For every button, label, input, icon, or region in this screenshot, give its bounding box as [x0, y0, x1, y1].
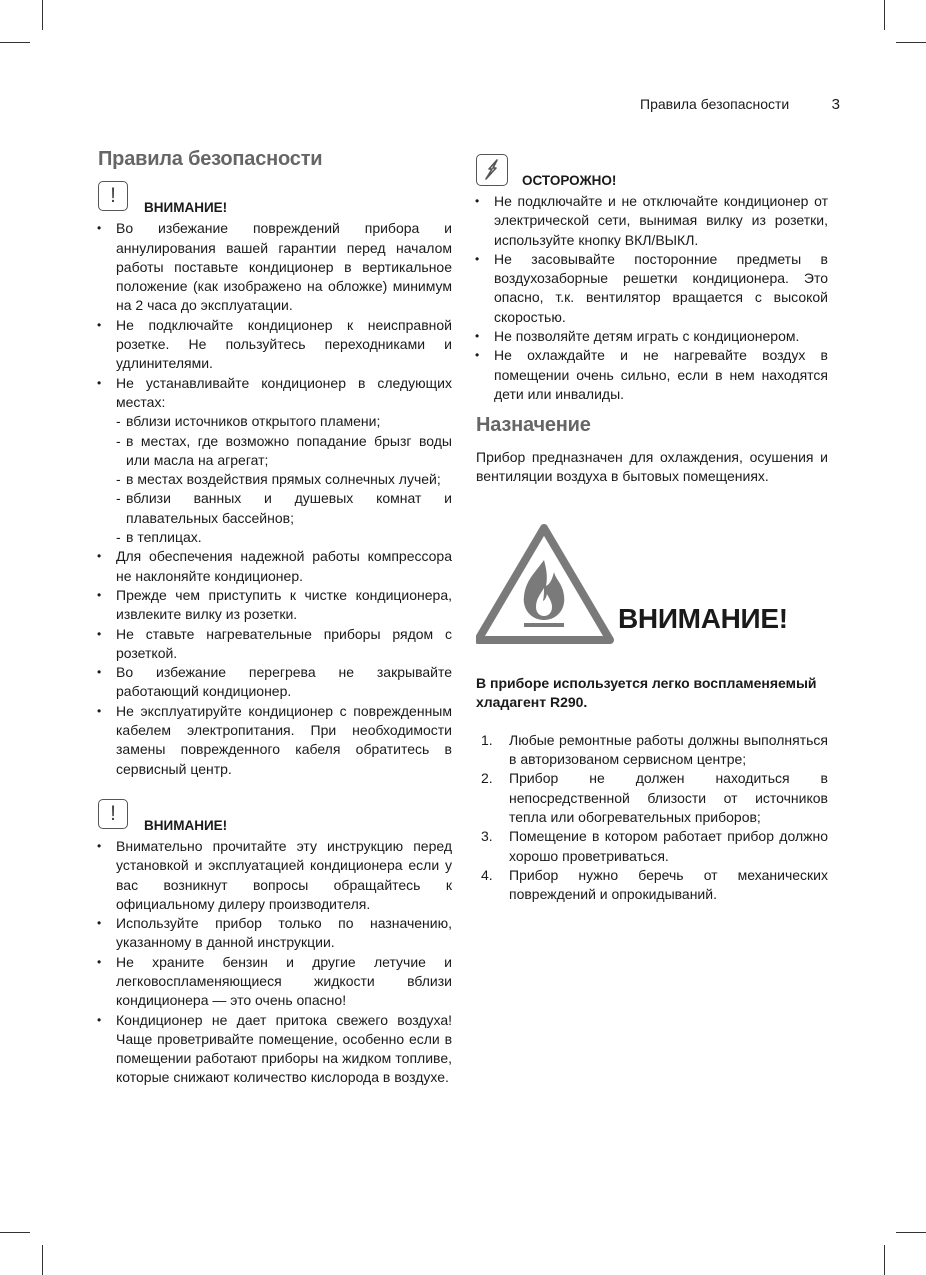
sub-item: - в теплицах.: [116, 528, 452, 547]
item-number: 3.: [481, 828, 493, 845]
warning-label: ВНИМАНИЕ!: [144, 817, 228, 833]
crop-mark: [896, 1232, 926, 1233]
list-item: • Прежде чем приступить к чистке кондиционера, извлеките вилку из розетки.: [98, 586, 452, 625]
section-title: Правила безопасности: [98, 148, 323, 170]
list-item: [98, 374, 452, 548]
warning-list: [98, 219, 452, 779]
list-item: • Не позволяйте детям играть с кондиционером.: [476, 327, 828, 346]
list-item: [476, 731, 828, 770]
page-number: 3: [831, 96, 840, 113]
item-text: Прибор не должен находиться в непосредственной близости от источников тепла или обогревательных приборов;: [509, 770, 828, 825]
flammable-warning: [476, 524, 828, 646]
item-text: Помещение в котором работает прибор должно хорошо проветриваться.: [509, 828, 828, 864]
item-number: 4.: [481, 866, 493, 883]
caution-list: [476, 192, 828, 404]
list-item: • Во избежание повреждений прибора и аннулирования вашей гарантии перед началом работы поставьте кондиционер в вертикальное положение (как изображено на обложке) минимум на 2 часа до эксплуатации.: [98, 219, 452, 315]
list-item: • Не охлаждайте и не нагревайте воздух в помещении очень сильно, если в нем находятся дети или инвалиды.: [476, 346, 828, 404]
crop-mark: [0, 42, 30, 43]
places-intro: Не устанавливайте кондиционер в следующих местах:: [116, 374, 452, 410]
crop-mark: [0, 1232, 30, 1233]
places-list: [116, 412, 452, 547]
running-header: [600, 96, 840, 118]
purpose-title: Назначение: [476, 414, 591, 437]
warning-heading: [98, 181, 452, 219]
left-column: [98, 150, 452, 1088]
sub-item: - в местах воздействия прямых солнечных лучей;: [116, 470, 452, 489]
crop-mark: [884, 1245, 885, 1275]
item-number: 2.: [481, 770, 493, 787]
exclamation-icon: !: [98, 181, 128, 211]
list-item: [476, 769, 828, 827]
purpose-text: Прибор предназначен для охлаждения, осушения и вентиляции воздуха в бытовых помещениях.: [476, 448, 828, 484]
numbered-list: [476, 731, 828, 905]
item-text: Любые ремонтные работы должны выполняться в авторизованом сервисном центре;: [509, 731, 828, 768]
flammable-warning-icon: [476, 524, 616, 646]
sub-item: - вблизи ванных и душевых комнат и плавательных бассейнов;: [116, 489, 452, 528]
list-item: • Не храните бензин и другие летучие и легковоспламеняющиеся жидкости вблизи кондиционера — это очень опасно!: [98, 953, 452, 1011]
crop-mark: [42, 1245, 43, 1275]
crop-mark: [884, 0, 885, 30]
list-item: • Не подключайте кондиционер к неисправной розетке. Не пользуйтесь переходниками и удлинителями.: [98, 316, 452, 374]
list-item: [476, 827, 828, 866]
caution-heading: [476, 150, 828, 192]
caution-label: ОСТОРОЖНО!: [522, 172, 617, 188]
sub-item: - вблизи источников открытого пламени;: [116, 412, 452, 431]
refrigerant-note: В приборе используется легко воспламеняемый хладагент R290.: [476, 675, 817, 711]
warning-heading: [98, 799, 452, 837]
electric-shock-icon: [476, 154, 508, 186]
list-item: • Во избежание перегрева не закрывайте работающий кондиционер.: [98, 663, 452, 702]
sub-item: - в местах, где возможно попадание брызг воды или масла на агрегат;: [116, 432, 452, 471]
warning-list: [98, 837, 452, 1088]
fire-warning-label: ВНИМАНИЕ!: [618, 603, 788, 635]
header-title: Правила безопасности: [640, 96, 790, 112]
list-item: [476, 866, 828, 905]
list-item: • Не ставьте нагревательные приборы рядом с розеткой.: [98, 625, 452, 664]
warning-label: ВНИМАНИЕ!: [144, 200, 228, 215]
item-text: Прибор нужно беречь от механических повреждений и опрокидываний.: [509, 866, 828, 903]
crop-mark: [896, 42, 926, 43]
right-column: [476, 150, 828, 904]
exclamation-icon: !: [98, 799, 128, 829]
list-item: • Кондиционер не дает притока свежего воздуха! Чаще проветривайте помещение, особенно если в помещении работают приборы на жидком топливе, которые снижают количество кислорода в воздухе.: [98, 1011, 452, 1088]
crop-mark: [42, 0, 43, 30]
item-number: 1.: [481, 731, 493, 748]
list-item: • Внимательно прочитайте эту инструкцию перед установкой и эксплуатацией кондиционера если у вас возникнут вопросы обращайтесь к официальному дилеру производителя.: [98, 837, 452, 914]
list-item: • Для обеспечения надежной работы компрессора не наклоняйте кондиционер.: [98, 547, 452, 586]
list-item: • Не подключайте и не отключайте кондиционер от электрической сети, вынимая вилку из розетки, используйте кнопку ВКЛ/ВЫКЛ.: [476, 192, 828, 250]
list-item: • Не эксплуатируйте кондиционер с поврежденным кабелем электропитания. При необходимости замены поврежденного кабеля обратитесь в сервисный центр.: [98, 702, 452, 779]
list-item: • Не засовывайте посторонние предметы в воздухозаборные решетки кондиционера. Это опасно, т.к. вентилятор вращается с высокой скоростью.: [476, 250, 828, 327]
list-item: • Используйте прибор только по назначению, указанному в данной инструкции.: [98, 914, 452, 953]
